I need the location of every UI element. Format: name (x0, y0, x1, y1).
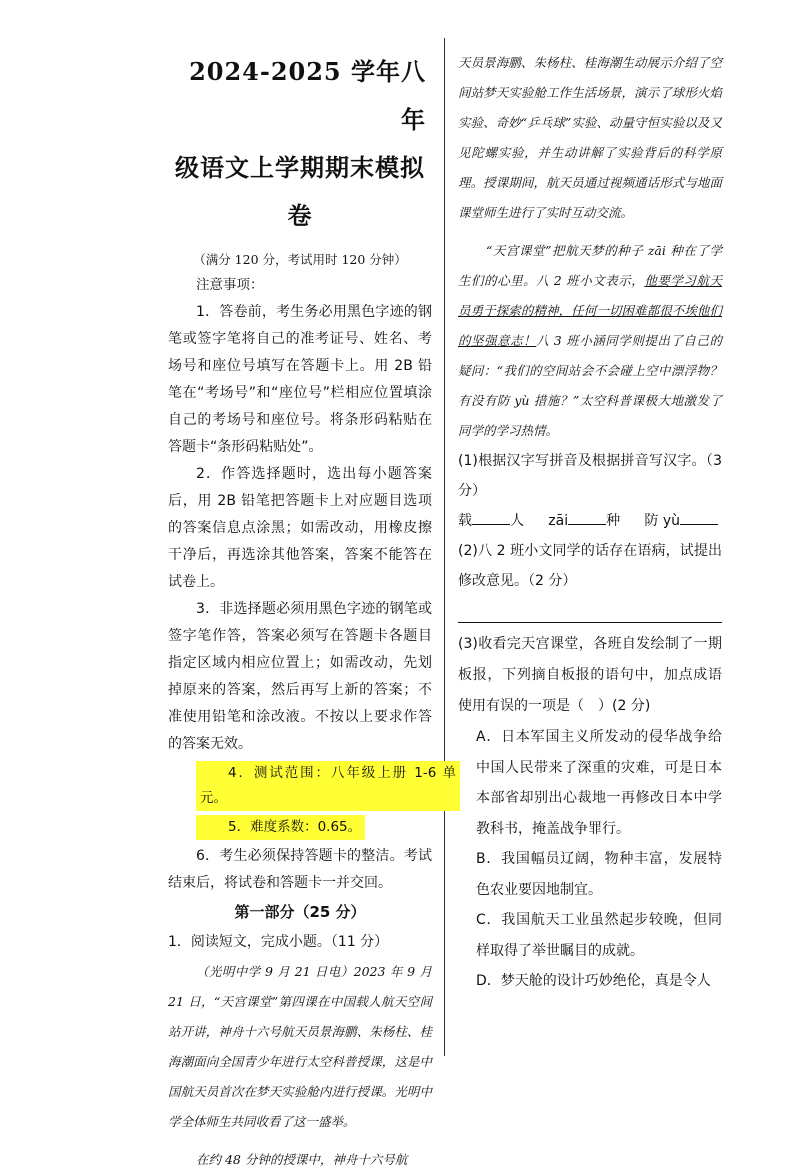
note-2: 2．作答选择题时，选出每小题答案后，用 2B 铅笔把答题卡上对应题目选项的答案信息点涂黑；如需改动，用橡皮擦干净后，再选涂其他答案，答案不能答在试卷上。 (168, 466, 432, 590)
underlined-sentence: 他要学习航天员勇于探索的精神，任何一切困难都很不埃他们的坚强意志！ (458, 273, 722, 348)
fill-item-2-tail: 种 (606, 513, 621, 529)
passage-p3-lead: “天宫课堂”把航天梦的种子 zāi 种在了学生们的心里。八 2 班小文表示， (458, 243, 722, 288)
option-a[interactable]: A．日本军国主义所发动的侵华战争给中国人民带来了深重的灾难，可是日本本部省却别出心裁地一再修改日本中学教科书，掩盖战争罪行。 (476, 729, 722, 837)
answer-blank-1[interactable] (472, 510, 510, 525)
note-5-wrap (168, 814, 432, 841)
exam-title-line2: 级语文上学期期末模拟 (175, 153, 425, 182)
fill-item-2-label: zāi (548, 513, 569, 529)
note-1: 1．答卷前，考生务必用黑色字迹的钢笔或签字笔将自己的准考证号、姓名、考场号和座位号填写在答题卡上。用 2B 铅笔在“考场号”和“座位号”栏相应位置填涂自己的考场号和座位号。将条形码粘贴在答题卡“条形码粘贴处”。 (168, 304, 432, 455)
q1-2-prompt: (2)八 2 班小文同学的话存在语病，试提出修改意见。（2 分） (458, 543, 722, 589)
answer-blank-2[interactable] (568, 510, 606, 525)
column-divider (444, 38, 445, 1056)
passage-paragraph-2-start: 在约 48 分钟的授课中，神舟十六号航 (196, 1152, 408, 1167)
part1-heading: 第一部分（25 分） (234, 903, 366, 921)
exam-title-line1: 2024-2025 学年八年 (189, 57, 426, 134)
passage-paragraph-1: （光明中学 9 月 21 日电）2023 年 9 月 21 日，“天宫课堂”第四课在中国载人航天空间站开讲，神舟十六号航天员景海鹏、朱杨柱、桂海潮面向全国青少年进行太空科普授课，这是中国航天员首次在梦天实验舱内进行授课。光明中学全体师生共同收看了这一盛举。 (168, 964, 432, 1129)
right-column (458, 48, 722, 997)
passage-p3-tail: 八 3 班小涵同学则提出了自己的疑问：“我们的空间站会不会碰上空中漂浮物？有没有防 yù 措施？”太空科普课极大地激发了同学的学习热情。 (458, 333, 722, 438)
note-5: 5．难度系数：0.65。 (196, 815, 365, 840)
exam-title-line3: 卷 (287, 201, 313, 230)
option-b[interactable]: B．我国幅员辽阔，物种丰富，发展特色农业要因地制宜。 (476, 851, 722, 898)
fill-item-2 (548, 506, 620, 536)
answer-line[interactable] (458, 596, 722, 623)
option-c[interactable]: C．我国航天工业虽然起步较晚，但同样取得了举世瞩目的成就。 (476, 912, 722, 959)
option-d[interactable]: D．梦天舱的设计巧妙绝伦，真是令人 (476, 973, 711, 989)
question-1: 1．阅读短文，完成小题。（11 分） (168, 934, 389, 950)
fill-item-1 (458, 506, 524, 536)
exam-subtitle: （满分 120 分，考试用时 120 分钟） (193, 252, 407, 267)
fill-item-3 (644, 506, 718, 536)
note-3: 3．非选择题必须用黑色字迹的钢笔或签字笔作答，答案必须写在答题卡各题目指定区域内相应位置上；如需改动，先划掉原来的答案，然后再写上新的答案；不准使用铅笔和涂改液。不按以上要求作答的答案无效。 (168, 601, 432, 752)
q1-3-prompt: (3)收看完天宫课堂，各班自发绘制了一期板报，下列摘自板报的语句中，加点成语使用有误的一项是（ ）(2 分) (458, 636, 722, 714)
q1-1-blanks (458, 506, 722, 536)
fill-item-1-label: 载 (458, 513, 472, 529)
note-4-wrap (168, 761, 456, 812)
q1-1-prompt: (1)根据汉字写拼音及根据拼音写汉字。（3分） (458, 453, 722, 499)
fill-item-1-tail: 人 (510, 513, 524, 529)
fill-item-3-label: 防 yù (644, 513, 680, 529)
notes-heading: 注意事项： (196, 277, 264, 293)
answer-blank-3[interactable] (680, 510, 718, 525)
passage-paragraph-2-cont: 天员景海鹏、朱杨柱、桂海潮生动展示介绍了空间站梦天实验舱工作生活场景，演示了球形火焰实验、奇妙“乒乓球”实验、动量守恒实验以及又见陀螺实验，并生动讲解了实验背后的科学原理。授课期间，航天员通过视频通话形式与地面课堂师生进行了实时互动交流。 (458, 55, 722, 220)
note-6: 6．考生必须保持答题卡的整洁。考试结束后，将试卷和答题卡一并交回。 (168, 848, 432, 891)
note-4: 4．测试范围：八年级上册 1-6 单元。 (196, 761, 460, 811)
passage-paragraph-3 (458, 236, 722, 446)
left-column (168, 48, 456, 1175)
